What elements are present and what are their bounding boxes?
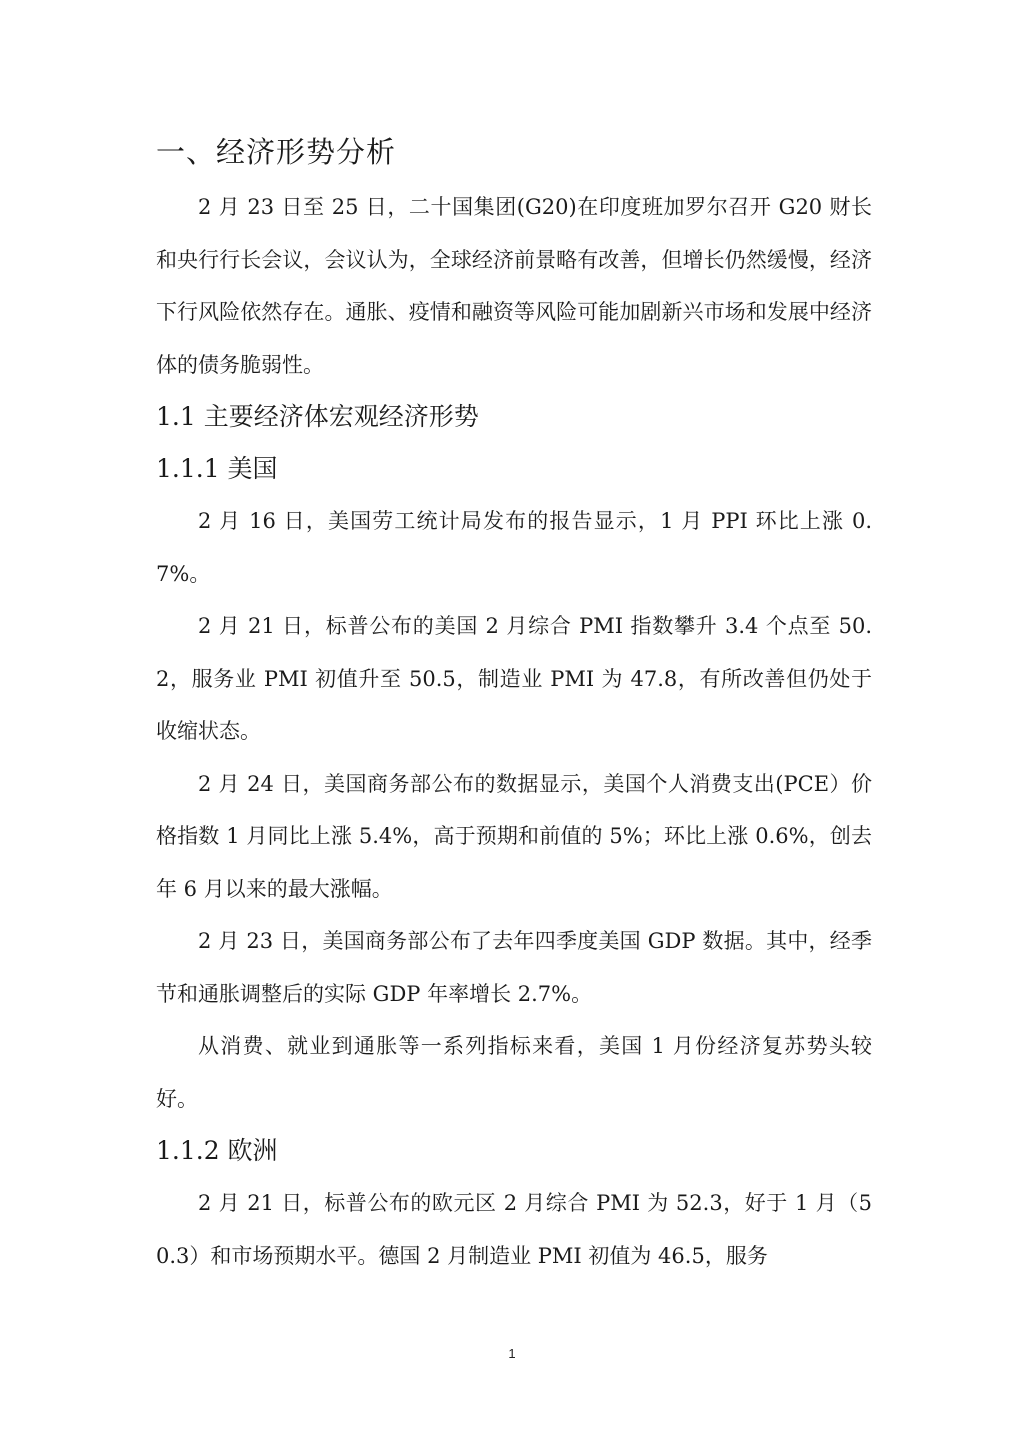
subsection-title-europe: 1.1.2 欧洲 — [156, 1136, 278, 1165]
page-number: 1 — [508, 1346, 516, 1361]
intro-paragraph: 2 月 23 日至 25 日，二十国集团(G20)在印度班加罗尔召开 G20 财长和央行行长会议，会议认为，全球经济前景略有改善，但增长仍然缓慢，经济下行风险依然存在。通胀、疫情和融资等风险可能加剧新兴市场和发展中经济体的债务脆弱性。 — [156, 195, 872, 377]
us-paragraph-pce: 2 月 24 日，美国商务部公布的数据显示，美国个人消费支出(PCE）价格指数 1 月同比上涨 5.4%，高于预期和前值的 5%；环比上涨 0.6%，创去年 6 月以来的最大涨幅。 — [156, 771, 872, 901]
us-paragraph-gdp: 2 月 23 日，美国商务部公布了去年四季度美国 GDP 数据。其中，经季节和通胀调整后的实际 GDP 年率增长 2.7%。 — [156, 929, 872, 1006]
us-paragraph-pmi: 2 月 21 日，标普公布的美国 2 月综合 PMI 指数攀升 3.4 个点至 50.2，服务业 PMI 初值升至 50.5，制造业 PMI 为 47.8，有所改善但仍处于收缩状态。 — [156, 614, 872, 743]
us-paragraph-ppi: 2 月 16 日，美国劳工统计局发布的报告显示，1 月 PPI 环比上涨 0.7%。 — [156, 509, 872, 586]
section-heading: 一、经济形势分析 — [156, 135, 397, 169]
europe-paragraph-pmi: 2 月 21 日，标普公布的欧元区 2 月综合 PMI 为 52.3，好于 1 月（50.3）和市场预期水平。德国 2 月制造业 PMI 初值为 46.5，服务 — [156, 1191, 872, 1268]
document-body — [156, 128, 872, 1282]
subsection-title-us: 1.1.1 美国 — [156, 454, 278, 483]
subsection-title-1-1: 1.1 主要经济体宏观经济形势 — [156, 402, 479, 431]
us-paragraph-summary: 从消费、就业到通胀等一系列指标来看，美国 1 月份经济复苏势头较好。 — [156, 1034, 872, 1111]
